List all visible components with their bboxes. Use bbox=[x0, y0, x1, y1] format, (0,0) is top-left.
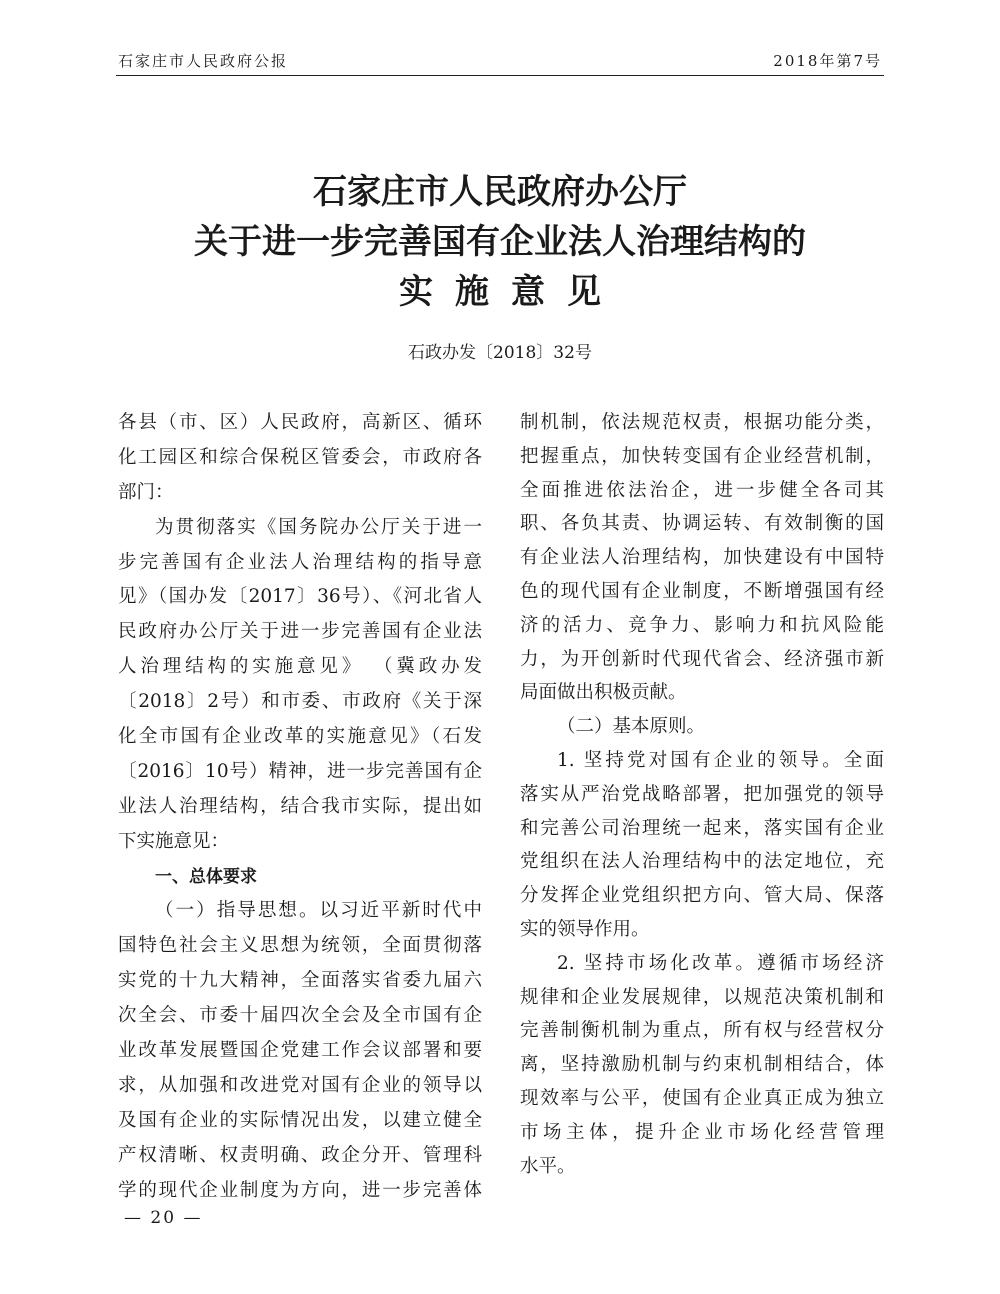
text-line: 把握重点，加快转变国有企业经营机制， bbox=[520, 445, 884, 467]
text-line: 业法人治理结构，结合我市实际，提出如 bbox=[118, 795, 482, 817]
issue-number: 2018年第7号 bbox=[773, 52, 882, 70]
text-line: 部门： bbox=[118, 481, 174, 503]
text-line: 落实从严治党战略部署，把加强党的领导 bbox=[520, 783, 884, 805]
text-line: 职、各负其责、协调运转、有效制衡的国 bbox=[520, 513, 884, 535]
text-line: 化全市国有企业改革的实施意见》（石发 bbox=[118, 726, 482, 748]
text-line: 各县（市、区）人民政府，高新区、循环 bbox=[118, 412, 482, 433]
text-line: 现效率与公平，使国有企业真正成为独立 bbox=[520, 1087, 884, 1109]
text-line: 局面做出积极贡献。 bbox=[520, 682, 687, 704]
text-line: 有企业法人治理结构，加快建设有中国特 bbox=[520, 547, 884, 569]
text-line: 业改革发展暨国企党建工作会议部署和要 bbox=[118, 1040, 482, 1062]
text-line: 〔2016〕10号）精神，进一步完善国有企 bbox=[118, 760, 482, 782]
header-rule bbox=[116, 75, 884, 76]
title-line-2: 关于进一步完善国有企业法人治理结构的 bbox=[194, 222, 806, 262]
text-line: 和完善公司治理统一起来，落实国有企业 bbox=[520, 817, 884, 839]
text-line: 〔2018〕2号）和市委、市政府《关于深 bbox=[118, 691, 482, 713]
text-line: （二）基本原则。 bbox=[557, 716, 706, 738]
text-line: 分发挥企业党组织把方向、管大局、保落 bbox=[520, 885, 884, 907]
text-line: 步完善国有企业法人治理结构的指导意 bbox=[118, 551, 482, 573]
text-line: 为贯彻落实《国务院办公厅关于进一 bbox=[155, 516, 482, 538]
right-column bbox=[520, 406, 884, 1183]
text-line: 力，为开创新时代现代省会、经济强市新 bbox=[520, 648, 884, 670]
text-line: 实的领导作用。 bbox=[520, 918, 650, 940]
title-line-1: 石家庄市人民政府办公厅 bbox=[313, 172, 687, 212]
section-heading: 一、总体要求 bbox=[155, 866, 257, 887]
text-line: 实党的十九大精神，全面落实省委九届六 bbox=[118, 970, 482, 992]
text-line: 下实施意见： bbox=[118, 830, 230, 852]
text-line: 规律和企业发展规律，以规范决策机制和 bbox=[520, 986, 884, 1008]
text-line: 1. 坚持党对国有企业的领导。全面 bbox=[557, 749, 884, 771]
left-column bbox=[118, 406, 482, 1208]
text-line: 色的现代国有企业制度，不断增强国有经 bbox=[520, 580, 884, 602]
text-line: （一）指导思想。以习近平新时代中 bbox=[155, 900, 482, 922]
text-line: 见》（国办发〔2017〕36号）、《河北省人 bbox=[118, 586, 482, 608]
text-line: 求，从加强和改进党对国有企业的领导以 bbox=[118, 1074, 482, 1096]
text-line: 党组织在法人治理结构中的法定地位，充 bbox=[520, 851, 884, 873]
text-line: 2. 坚持市场化改革。遵循市场经济 bbox=[557, 952, 884, 974]
text-line: 水平。 bbox=[520, 1155, 576, 1177]
text-line: 民政府办公厅关于进一步完善国有企业法 bbox=[118, 621, 482, 643]
publication-name: 石家庄市人民政府公报 bbox=[118, 52, 289, 70]
text-line: 制机制，依法规范权责，根据功能分类， bbox=[520, 412, 884, 433]
text-line: 济的活力、竞争力、影响力和抗风险能 bbox=[520, 614, 884, 636]
page-number: — 20 — bbox=[124, 1208, 203, 1228]
text-line: 及国有企业的实际情况出发，以建立健全 bbox=[118, 1109, 482, 1131]
title-line-3: 实施意见 bbox=[399, 272, 623, 312]
text-line: 全面推进依法治企，进一步健全各司其 bbox=[520, 479, 884, 501]
text-line: 次全会、市委十届四次全会及全市国有企 bbox=[118, 1005, 482, 1027]
text-line: 产权清晰、权责明确、政企分开、管理科 bbox=[118, 1144, 482, 1166]
text-line: 市场主体，提升企业市场化经营管理 bbox=[520, 1121, 884, 1143]
text-line: 学的现代企业制度为方向，进一步完善体 bbox=[118, 1179, 482, 1201]
text-line: 国特色社会主义思想为统领，全面贯彻落 bbox=[118, 935, 482, 957]
text-line: 离，坚持激励机制与约束机制相结合，体 bbox=[520, 1054, 884, 1076]
document-number: 石政办发〔2018〕32号 bbox=[408, 343, 592, 363]
text-line: 人治理结构的实施意见》 （冀政办发 bbox=[118, 656, 482, 678]
text-line: 化工园区和综合保税区管委会，市政府各 bbox=[118, 446, 482, 468]
text-line: 完善制衡机制为重点，所有权与经营权分 bbox=[520, 1020, 884, 1042]
